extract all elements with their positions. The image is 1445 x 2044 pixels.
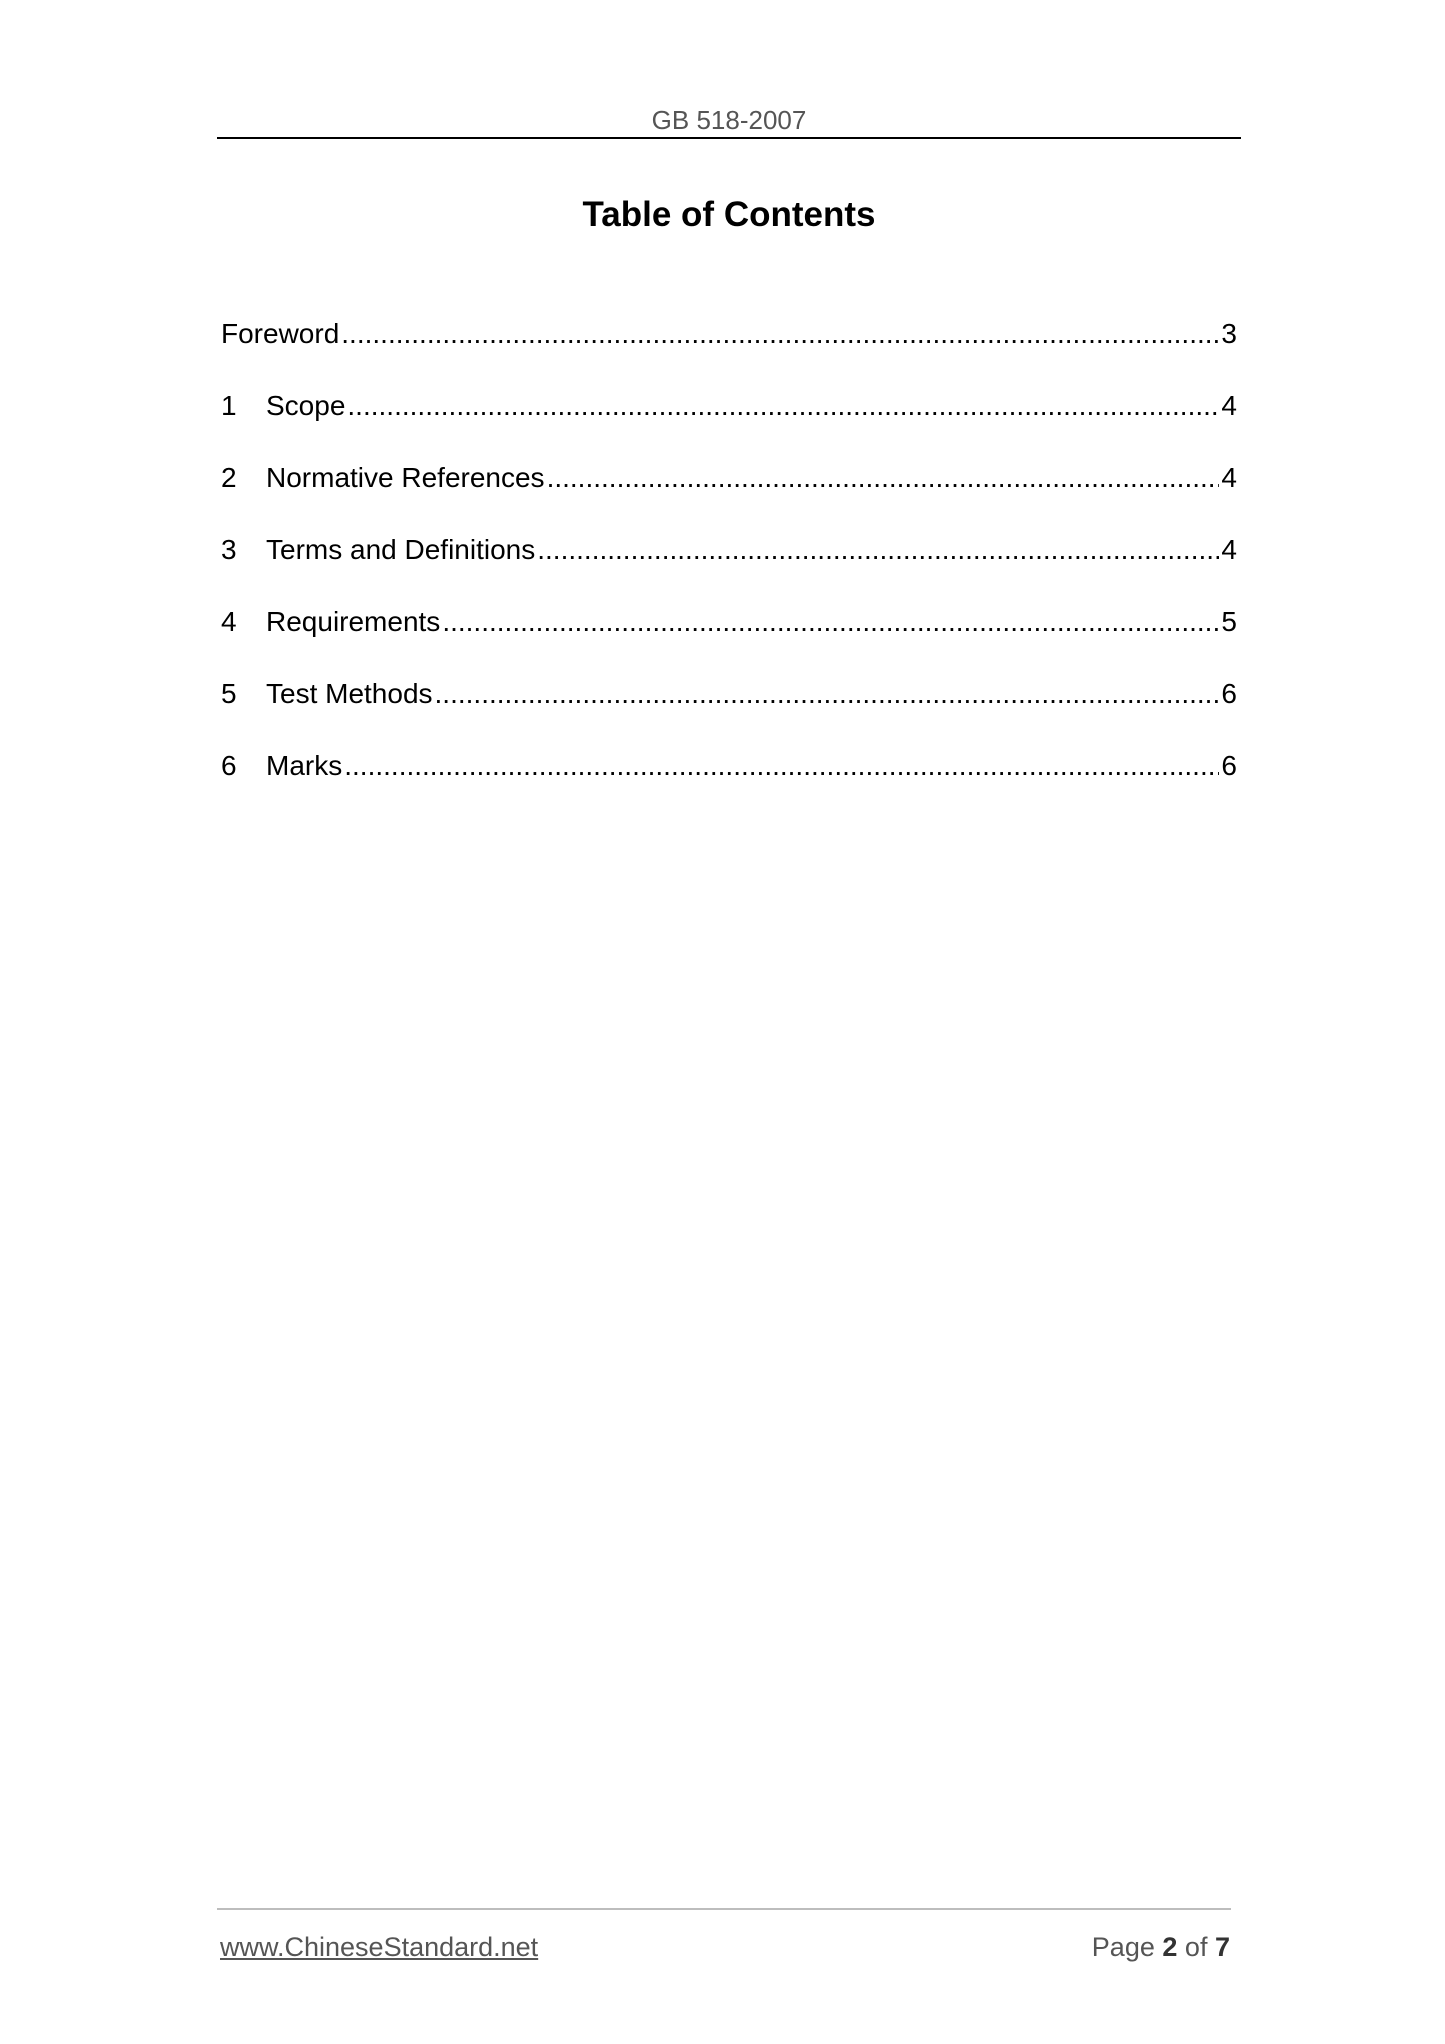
toc-entry-terms-and-definitions[interactable] — [221, 530, 1237, 602]
toc-entry-label: Test Methods — [266, 678, 433, 709]
toc-entry-label: Terms and Definitions — [266, 534, 536, 565]
page-number — [1092, 1930, 1230, 1964]
toc-dot-leader — [435, 674, 1220, 714]
page-title: Table of Contents — [582, 195, 876, 234]
toc-entry-number: 4 — [221, 606, 237, 637]
toc-entry-label: Requirements — [266, 606, 441, 637]
toc-entry-foreword[interactable] — [221, 314, 1237, 386]
toc-entry-test-methods[interactable] — [221, 674, 1237, 746]
toc-entry-page: 4 — [1221, 534, 1237, 565]
toc-entry-label: Normative References — [266, 462, 545, 493]
header-divider — [217, 137, 1241, 139]
website-link[interactable]: www.ChineseStandard.net — [220, 1932, 539, 1962]
toc-entry-normative-references[interactable] — [221, 458, 1237, 530]
toc-dot-leader — [347, 386, 1219, 426]
toc-entry-label: Foreword — [221, 318, 340, 349]
toc-dot-leader — [341, 314, 1219, 354]
page-current: 2 — [1162, 1932, 1178, 1962]
toc-dot-leader — [442, 602, 1219, 642]
toc-entry-scope[interactable] — [221, 386, 1237, 458]
toc-entry-page: 4 — [1221, 462, 1237, 493]
table-of-contents — [221, 314, 1237, 818]
page-of: of — [1184, 1932, 1208, 1962]
toc-entry-page: 5 — [1221, 606, 1237, 637]
toc-entry-number: 1 — [221, 390, 237, 421]
footer-divider — [217, 1908, 1231, 1910]
document-code-header: GB 518-2007 — [651, 105, 807, 135]
toc-entry-page: 6 — [1221, 678, 1237, 709]
toc-dot-leader — [547, 458, 1220, 498]
toc-entry-label: Scope — [266, 390, 346, 421]
toc-entry-requirements[interactable] — [221, 602, 1237, 674]
toc-dot-leader — [537, 530, 1219, 570]
toc-dot-leader — [344, 746, 1219, 786]
toc-entry-marks[interactable] — [221, 746, 1237, 818]
toc-entry-page: 4 — [1221, 390, 1237, 421]
toc-entry-page: 3 — [1221, 318, 1237, 349]
toc-entry-page: 6 — [1221, 750, 1237, 781]
toc-entry-number: 5 — [221, 678, 237, 709]
toc-entry-label: Marks — [266, 750, 343, 781]
page-total: 7 — [1214, 1932, 1230, 1962]
page-prefix: Page — [1091, 1932, 1155, 1962]
toc-entry-number: 2 — [221, 462, 237, 493]
toc-entry-number: 3 — [221, 534, 237, 565]
toc-entry-number: 6 — [221, 750, 237, 781]
